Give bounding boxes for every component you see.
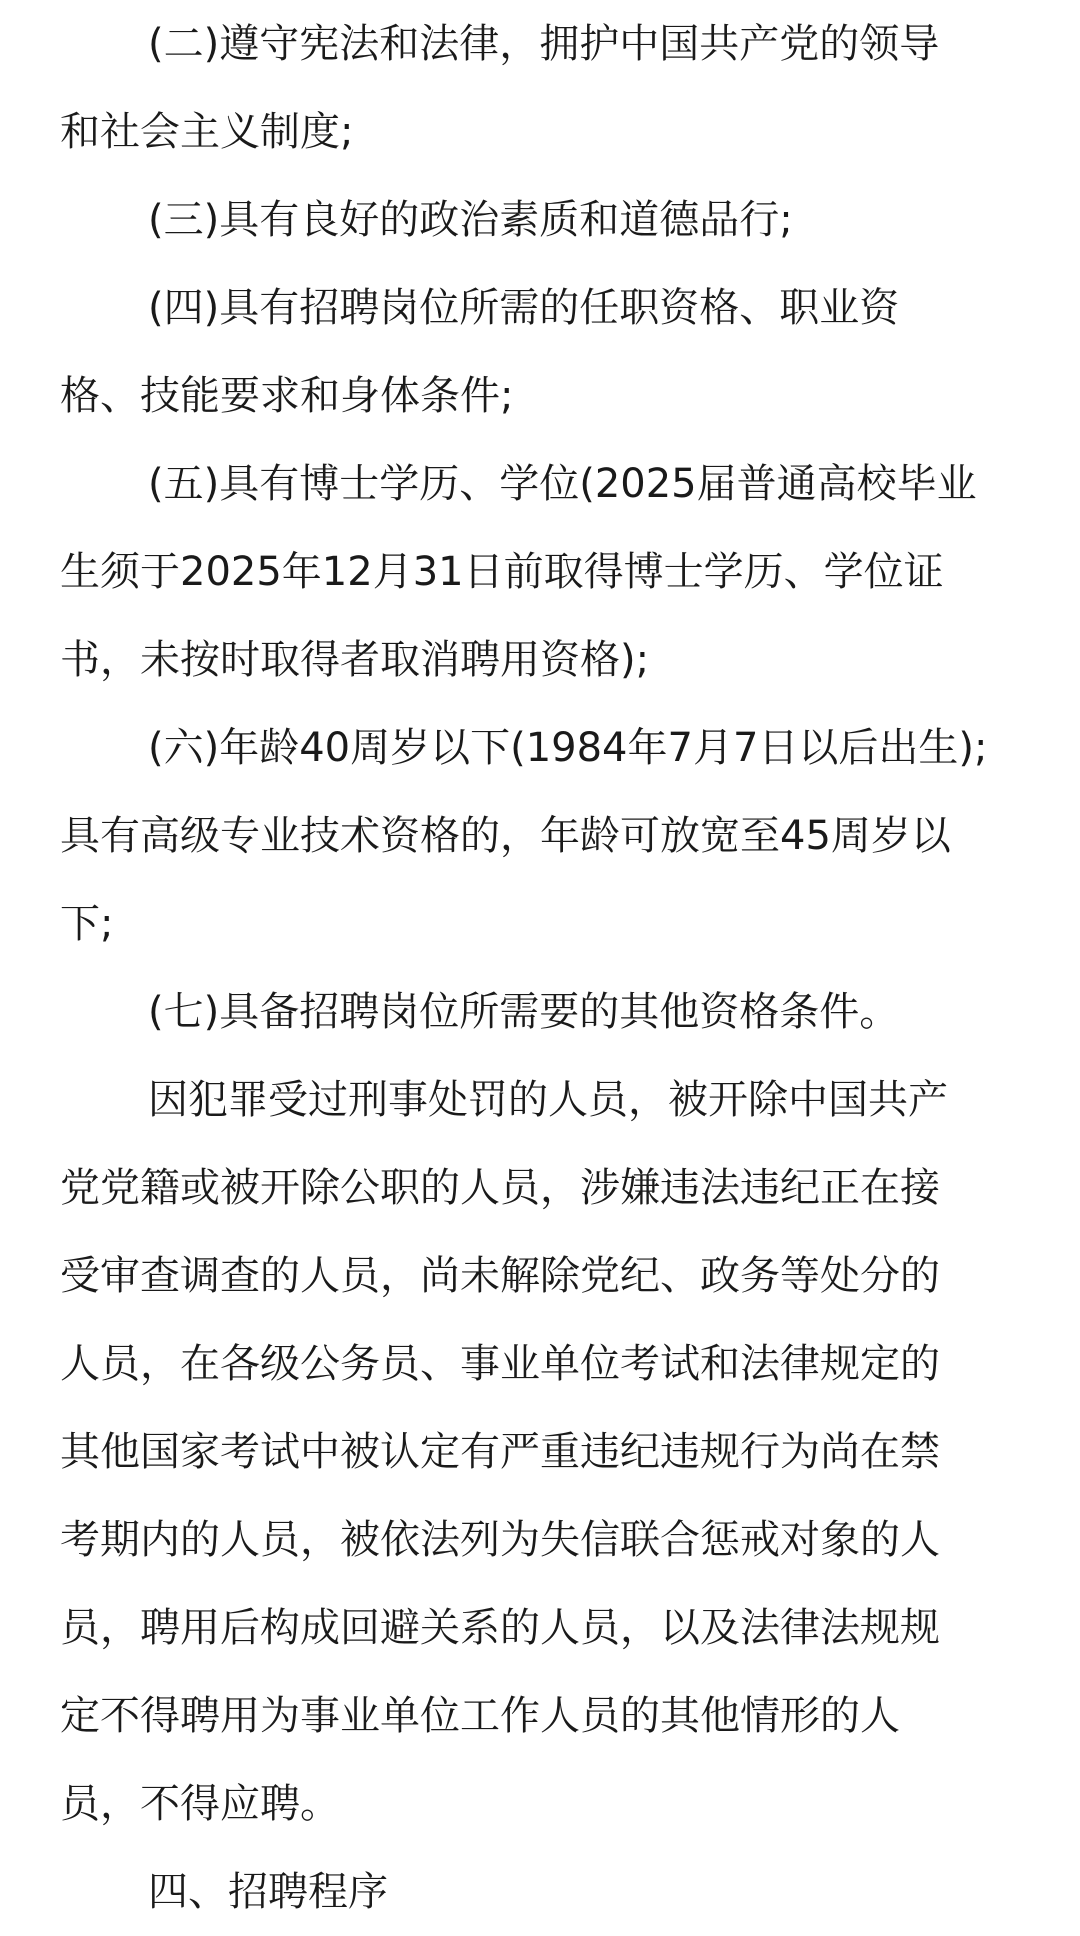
paragraph-item-4: [60, 264, 1040, 440]
text-line: (四)具有招聘岗位所需的任职资格、职业资: [148, 285, 900, 331]
text-line: 员，不得应聘。: [60, 1781, 340, 1827]
paragraph-item-2: [60, 0, 1040, 176]
text-line: (三)具有良好的政治素质和道德品行;: [148, 197, 793, 243]
paragraph-item-5: [60, 440, 1040, 704]
text-line: 格、技能要求和身体条件;: [60, 373, 514, 419]
text-line: (七)具备招聘岗位所需要的其他资格条件。: [148, 989, 900, 1035]
text-line: (二)遵守宪法和法律，拥护中国共产党的领导: [148, 21, 940, 67]
paragraph-item-7: [60, 968, 1040, 1056]
text-line: 定不得聘用为事业单位工作人员的其他情形的人: [60, 1693, 900, 1739]
text-line: (六)年龄40周岁以下(1984年7月7日以后出生);: [148, 725, 988, 771]
document-body: [60, 0, 1040, 1936]
text-line: 生须于2025年12月31日前取得博士学历、学位证: [60, 549, 944, 595]
text-line: 考期内的人员，被依法列为失信联合惩戒对象的人: [60, 1517, 940, 1563]
text-line: 员，聘用后构成回避关系的人员，以及法律法规规: [60, 1605, 940, 1651]
text-line: 人员，在各级公务员、事业单位考试和法律规定的: [60, 1341, 940, 1387]
paragraph-item-6: [60, 704, 1040, 968]
text-line: 受审查调查的人员，尚未解除党纪、政务等处分的: [60, 1253, 940, 1299]
paragraph-item-3: [60, 176, 1040, 264]
paragraph-exclusions: [60, 1056, 1040, 1848]
section-heading-recruitment-procedure: [60, 1848, 1040, 1936]
heading-line: 四、招聘程序: [148, 1869, 388, 1915]
text-line: 书，未按时取得者取消聘用资格);: [60, 637, 650, 683]
text-line: 因犯罪受过刑事处罚的人员，被开除中国共产: [148, 1077, 948, 1123]
text-line: 下;: [60, 901, 114, 947]
text-line: (五)具有博士学历、学位(2025届普通高校毕业: [148, 461, 977, 507]
text-line: 党党籍或被开除公职的人员，涉嫌违法违纪正在接: [60, 1165, 940, 1211]
text-line: 和社会主义制度;: [60, 109, 354, 155]
text-line: 其他国家考试中被认定有严重违纪违规行为尚在禁: [60, 1429, 940, 1475]
text-line: 具有高级专业技术资格的，年龄可放宽至45周岁以: [60, 813, 951, 859]
